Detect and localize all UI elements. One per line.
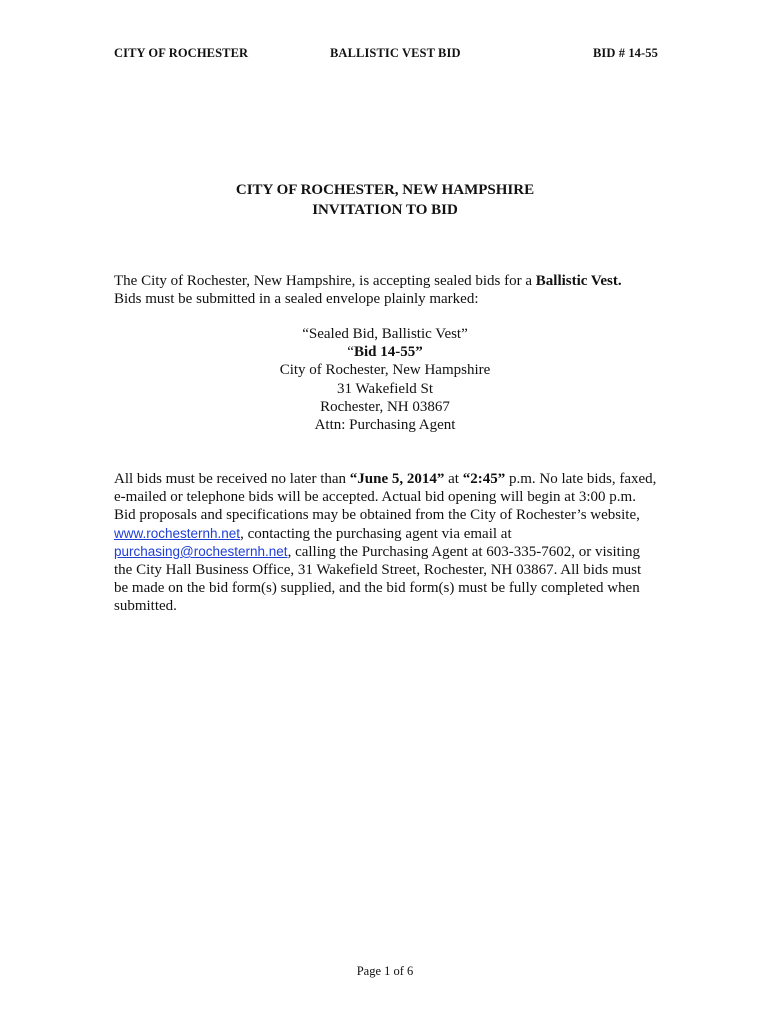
intro-instruction: Bids must be submitted in a sealed envelope plainly marked: (114, 291, 479, 308)
website-link[interactable]: www.rochesternh.net (114, 525, 241, 541)
envelope-line-5: Rochester, NH 03867 (320, 398, 450, 415)
deadline-date: “June 5, 2014” (349, 471, 445, 487)
header-bid-number: BID # 14-55 (593, 46, 658, 60)
header-bid-title: BALLISTIC VEST BID (330, 46, 461, 60)
header-city: CITY OF ROCHESTER (114, 46, 249, 60)
page-number: Page 1 of 6 (356, 964, 414, 978)
envelope-line-4: 31 Wakefield St (337, 380, 433, 397)
deadline-time: “2:45” (462, 471, 506, 487)
document-subtitle: INVITATION TO BID (312, 202, 458, 218)
email-link[interactable]: purchasing@rochesternh.net (114, 543, 288, 559)
envelope-line-2 (0, 343, 770, 361)
details-text-5: , calling the Purchasing Agent at 603-335-7602, or visiting the City Hall Business Office, 31 Wakefield Street, Rochester, NH 03867. All bids must be made on the bid form(s) supplied, and the bid form(s) must be fully completed when submitted. (114, 543, 642, 615)
envelope-line-1: “Sealed Bid, Ballistic Vest” (302, 326, 468, 342)
envelope-quote-open: “ (347, 344, 354, 361)
details-text-4: , contacting the purchasing agent via email at (240, 525, 512, 542)
intro-text: The City of Rochester, New Hampshire, is accepting sealed bids for a (114, 273, 536, 289)
envelope-line-3: City of Rochester, New Hampshire (279, 362, 491, 379)
envelope-line-6: Attn: Purchasing Agent (314, 417, 456, 434)
details-text-1: All bids must be received no later than (114, 471, 350, 487)
details-text-2: at (444, 471, 463, 487)
document-title: CITY OF ROCHESTER, NEW HAMPSHIRE (235, 182, 535, 198)
intro-item: Ballistic Vest. (535, 273, 622, 289)
envelope-bid-number: Bid 14-55” (353, 344, 423, 361)
details-text-3: p.m. No late bids, faxed, e-mailed or telephone bids will be accepted. Actual bid opening will begin at 3:00 p.m. Bid proposals and specifications may be obtained from the City of Rochester’s website, (114, 471, 657, 524)
envelope-marking (0, 325, 770, 434)
details-paragraph (114, 470, 659, 616)
intro-paragraph (114, 272, 674, 308)
